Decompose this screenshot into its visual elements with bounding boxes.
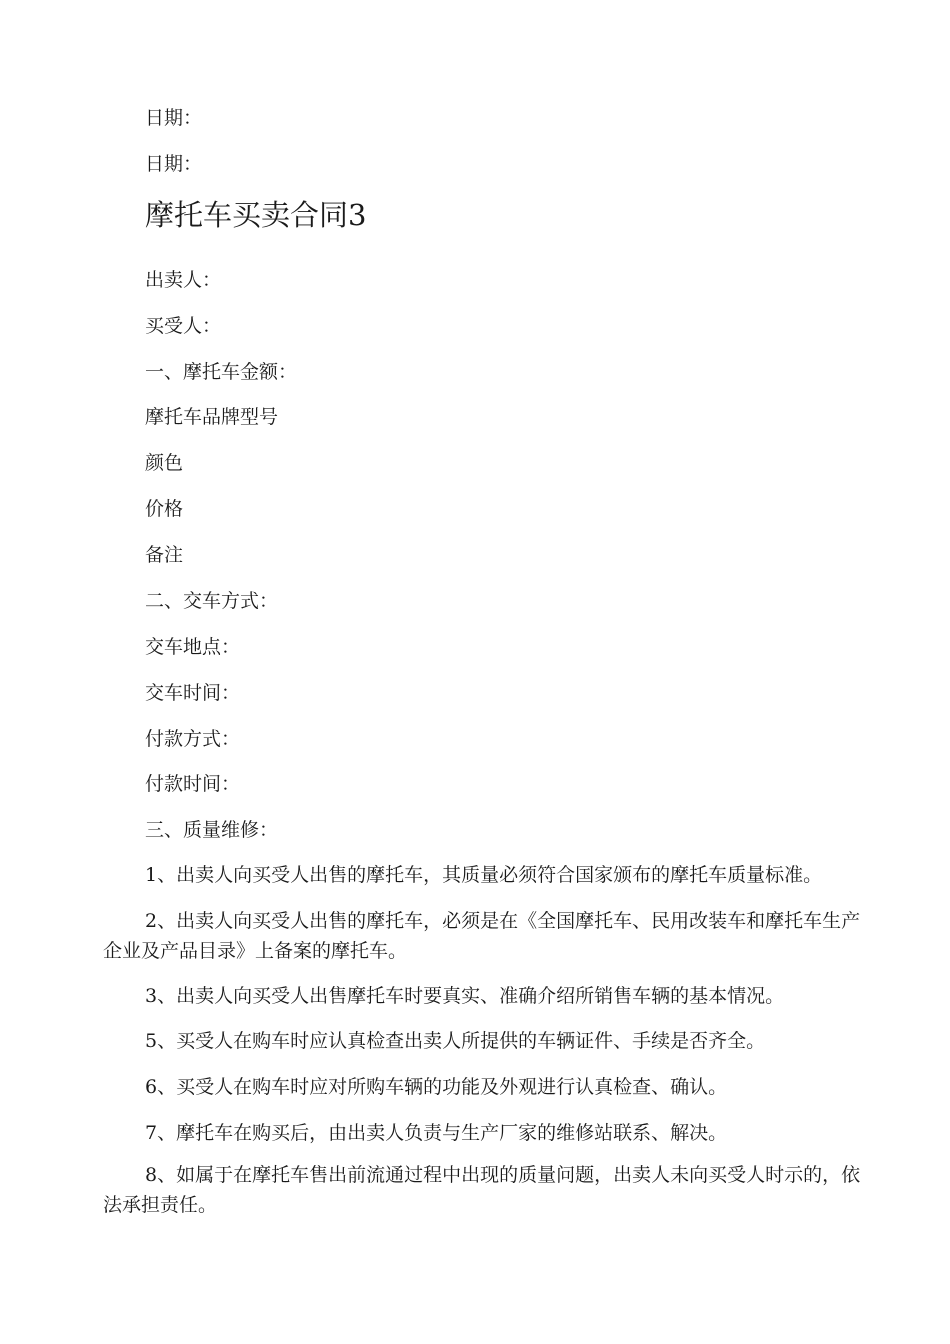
buyer-label: 买受人： — [145, 315, 222, 337]
field-model: 摩托车品牌型号 — [145, 406, 279, 428]
seller-label: 出卖人： — [145, 269, 222, 291]
clause-6: 6、买受人在购车时应对所购车辆的功能及外观进行认真检查、确认。 — [145, 1076, 728, 1098]
section2-heading: 二、交车方式： — [145, 590, 279, 612]
field-payment-method: 付款方式： — [145, 728, 241, 750]
contract-title: 摩托车买卖合同3 — [145, 198, 367, 232]
field-delivery-place: 交车地点： — [145, 636, 241, 658]
section3-heading: 三、质量维修： — [145, 819, 279, 841]
field-color: 颜色 — [145, 452, 184, 474]
field-payment-time: 付款时间： — [145, 773, 241, 795]
date-line-1: 日期： — [145, 107, 203, 129]
field-remarks: 备注 — [145, 544, 184, 566]
field-price: 价格 — [145, 498, 184, 520]
clause-3: 3、出卖人向买受人出售摩托车时要真实、准确介绍所销售车辆的基本情况。 — [145, 985, 785, 1007]
date-line-2: 日期： — [145, 153, 203, 175]
section1-heading: 一、摩托车金额： — [145, 361, 298, 383]
clause-2: 2、出卖人向买受人出售的摩托车，必须是在《全国摩托车、民用改装车和摩托车生产企业及产品目录》上备案的摩托车。 — [103, 910, 861, 962]
clause-8: 8、如属于在摩托车售出前流通过程中出现的质量问题，出卖人未向买受人时示的，依法承担责任。 — [103, 1164, 861, 1216]
clause-5: 5、买受人在购车时应认真检查出卖人所提供的车辆证件、手续是否齐全。 — [145, 1030, 766, 1052]
clause-1: 1、出卖人向买受人出售的摩托车，其质量必须符合国家颁布的摩托车质量标准。 — [145, 864, 823, 886]
field-delivery-time: 交车时间： — [145, 682, 241, 704]
clause-7: 7、摩托车在购买后，由出卖人负责与生产厂家的维修站联系、解决。 — [145, 1122, 728, 1144]
